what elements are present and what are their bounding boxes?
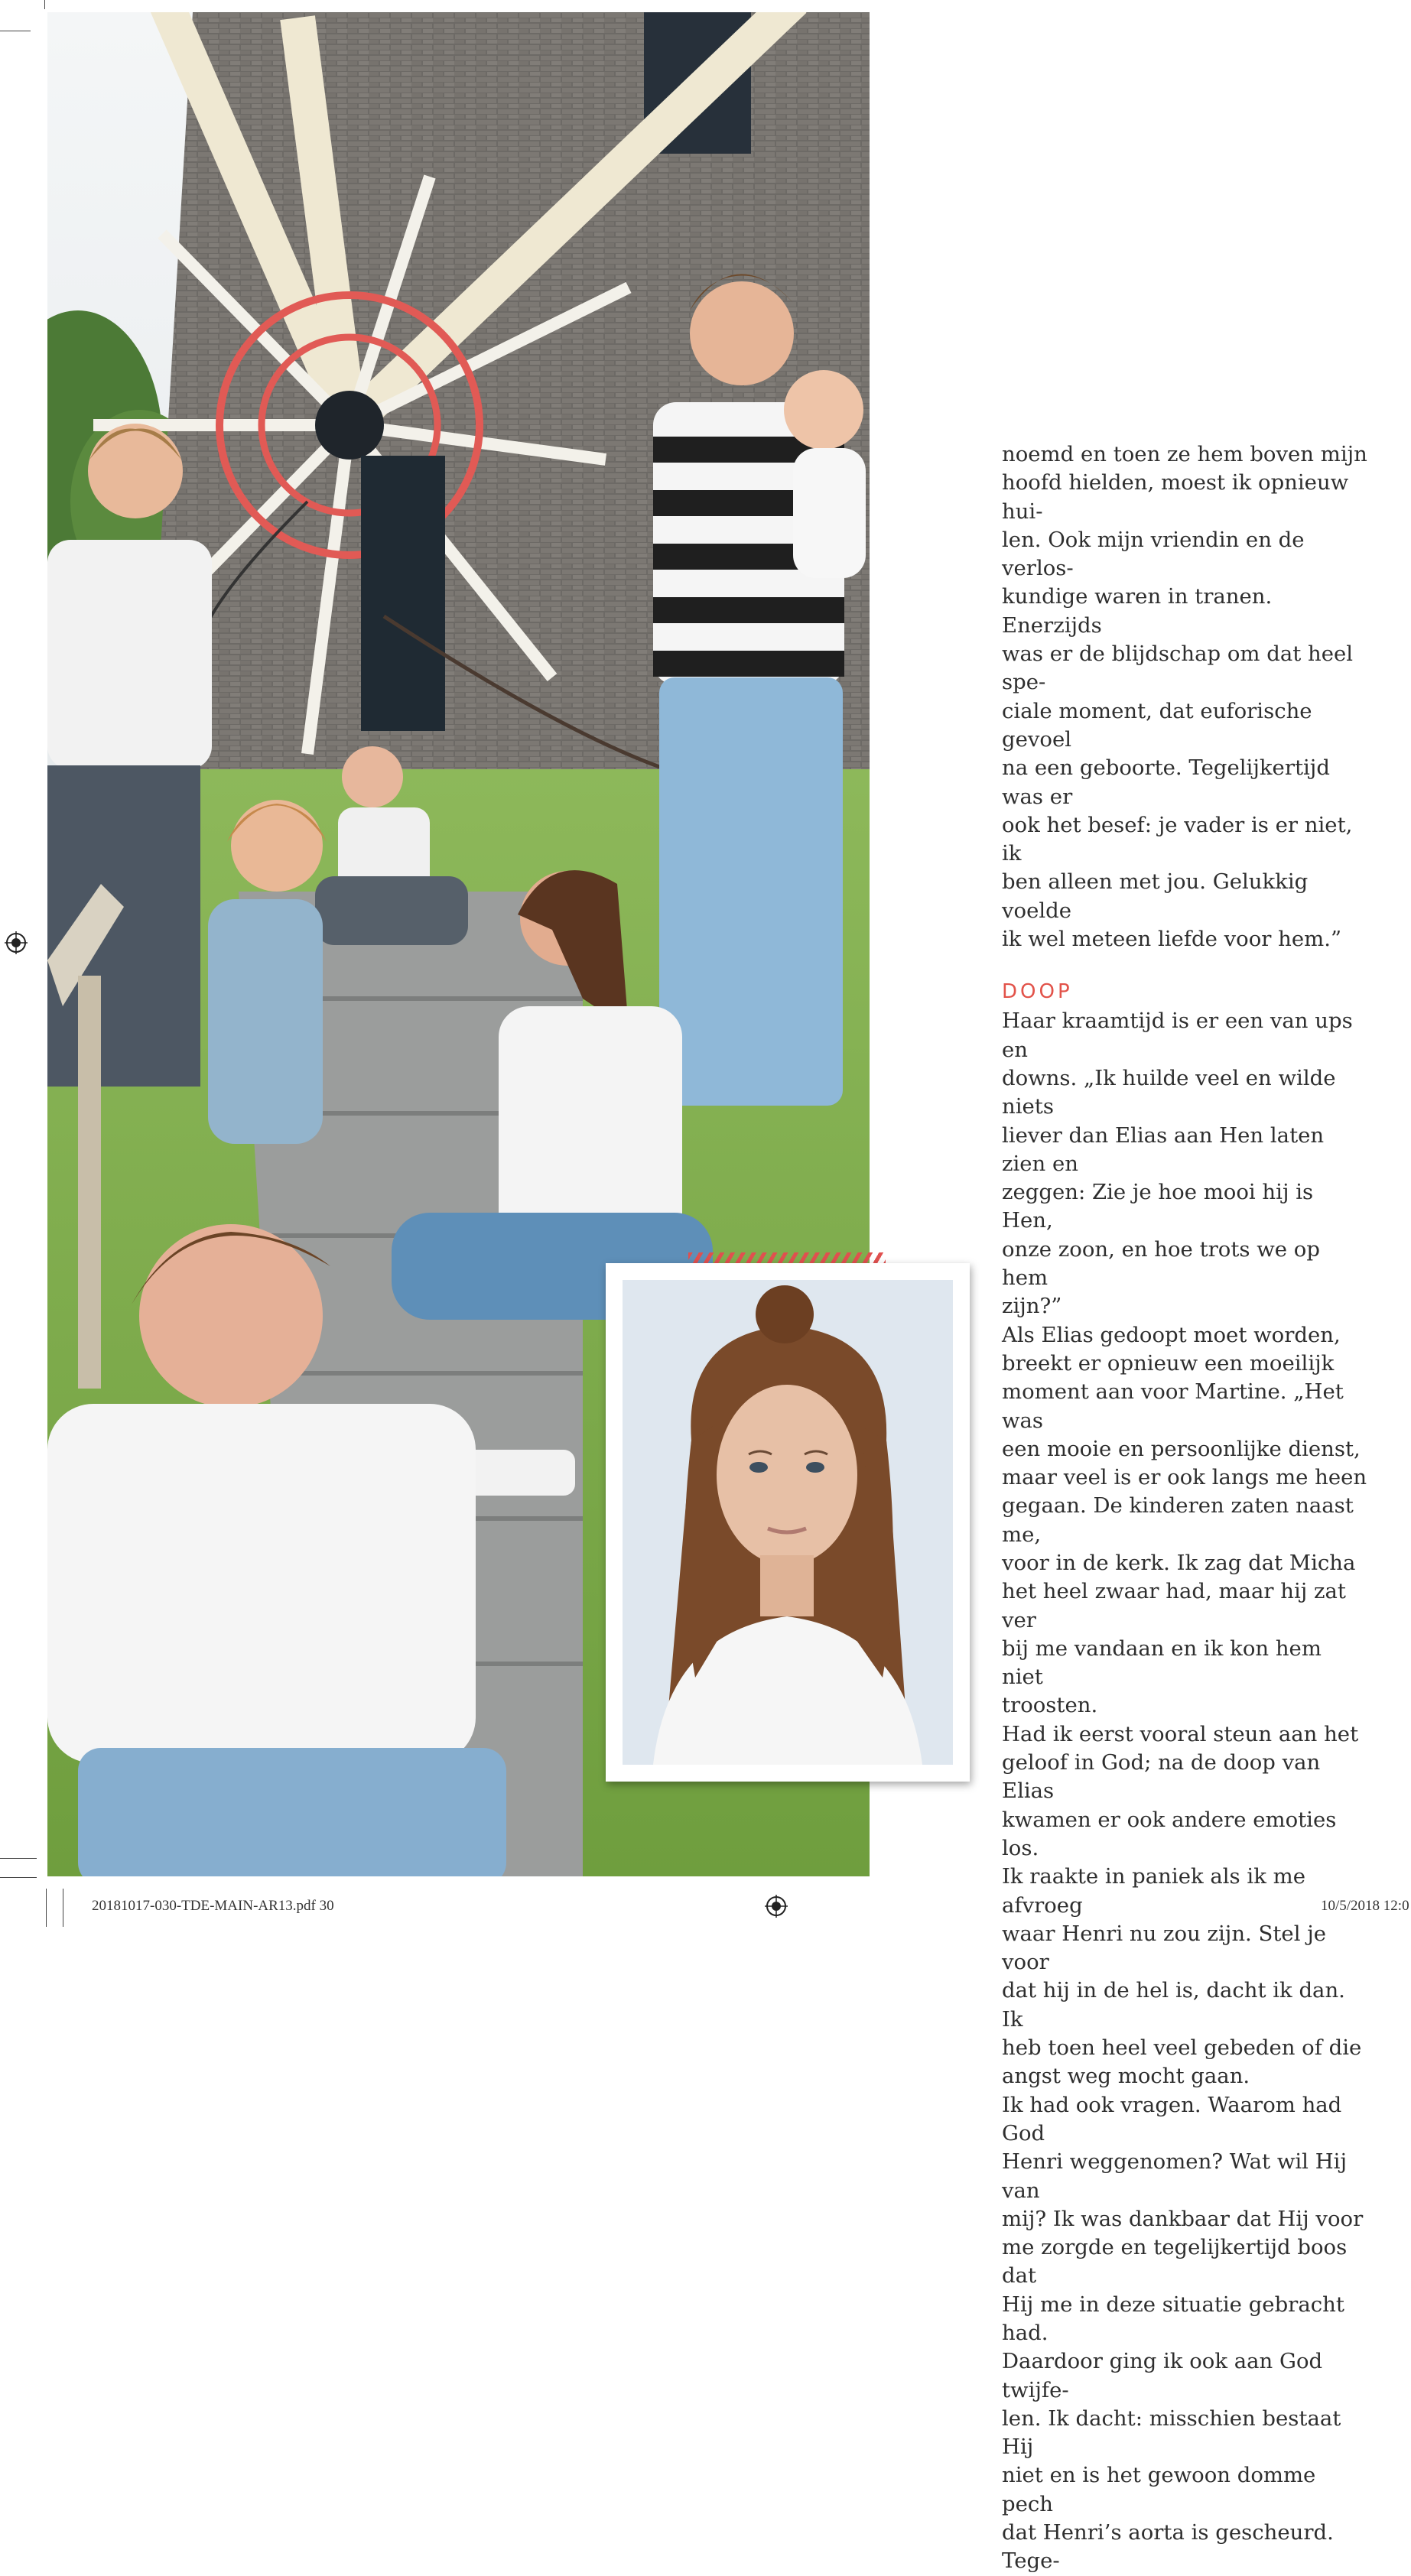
crop-mark	[0, 1858, 37, 1859]
article-paragraph: Ik had ook vragen. Waarom had God Henri weggenomen? Wat wil Hij van mij? Ik was dankbaar dat Hij voor me zorgde en tegelijkertijd boos dat Hij me in deze situatie gebracht had. Daardoor ging ik ook aan God twijfe- len. Ik dacht: misschien bestaat Hij niet en is het gewoon domme pech dat Henri’s aorta is gescheurd. Tege-	[1002, 2092, 1364, 2574]
inset-portrait-photo	[623, 1280, 953, 1765]
footer-file-slug: 20181017-030-TDE-MAIN-AR13.pdf 30	[92, 1898, 334, 1914]
article-paragraph: Als Elias gedoopt moet worden, breekt er opnieuw een moeilijk moment aan voor Martine. „Het was een mooie en persoonlijke dienst, maar veel is er ook langs me heen gegaan. De kinderen zaten naast me, voor in de kerk. Ik zag dat Micha het heel zwaar had, maar hij zat ver bij me vandaan en ik kon hem niet troosten.	[1002, 1322, 1367, 1718]
crop-mark	[0, 1877, 37, 1878]
article-column	[1002, 440, 1369, 2576]
registration-mark-icon	[765, 1895, 788, 1918]
footer-date-slug: 10/5/2018 12:0	[1321, 1898, 1409, 1914]
crop-mark	[44, 0, 45, 9]
article-paragraph: Had ik eerst vooral steun aan het geloof in God; na de doop van Elias kwamen er ook andere emoties los. Ik raakte in paniek als ik me afvroeg waar Henri nu zou zijn. Stel je voor dat hij in de hel is, dacht ik dan. Ik heb toen heel veel gebeden of die angst weg mocht gaan.	[1002, 1721, 1362, 2089]
crop-mark	[46, 1889, 47, 1927]
article-paragraph: Haar kraamtijd is er een van ups en downs. „Ik huilde veel en wilde niets liever dan Elias aan Hen laten zien en zeggen: Zie je hoe mooi hij is Hen, onze zoon, en hoe trots we op hem zijn?”	[1002, 1009, 1353, 1319]
section-subhead: DOOP	[1002, 980, 1073, 1004]
article-paragraph: noemd en toen ze hem boven mijn hoofd hielden, moest ik opnieuw hui- len. Ook mijn vriendin en de verlos- kundige waren in tranen. Enerzijds was er de blijdschap om dat heel spe- ciale moment, dat euforische gevoel na een geboorte. Tegelijkertijd was er ook het besef: je vader is er niet, ik ben alleen met jou. Gelukkig voelde ik wel meteen liefde voor hem.”	[1002, 442, 1367, 952]
registration-mark-icon	[5, 931, 28, 954]
inset-portrait-frame	[606, 1263, 970, 1782]
